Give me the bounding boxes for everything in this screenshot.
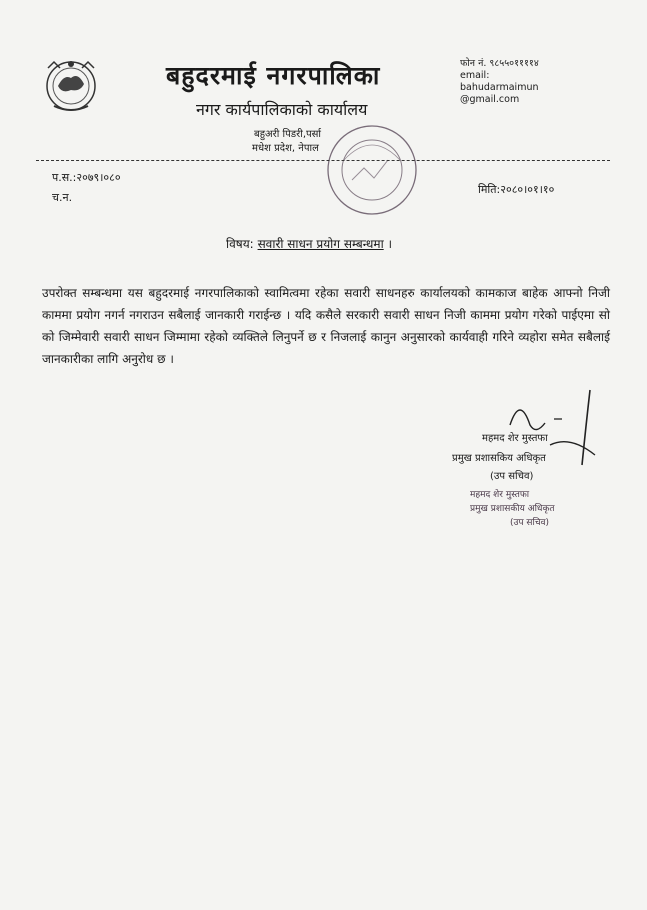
email-label: email:	[460, 70, 490, 81]
email-line-1: bahudarmaimun	[460, 82, 539, 93]
office-subtitle: नगर कार्यपालिकाको कार्यालय	[196, 100, 368, 119]
subject-line	[226, 235, 392, 252]
contact-block	[460, 58, 539, 106]
letter-date: मिति:२०८०।०१।१०	[478, 183, 555, 196]
email-line-2: @gmail.com	[460, 94, 520, 105]
signatory-rank: (उप सचिव)	[490, 471, 534, 482]
address-line-1: बहुअरी पिडरी,पर्सा	[254, 129, 322, 140]
reference-number: प.स.:२०७९।०८०	[52, 171, 121, 184]
address-line-2: मधेश प्रदेश, नेपाल	[252, 143, 319, 154]
stamp-line-3: (उप सचिव)	[510, 518, 550, 528]
name-stamp	[470, 488, 610, 530]
signatory-block	[452, 430, 616, 482]
phone-number: फोन नं. ९८५५०११११४	[460, 58, 539, 69]
subject-end: ।	[387, 237, 393, 251]
office-round-stamp	[322, 120, 422, 220]
dispatch-number: च.न.	[52, 191, 73, 204]
stamp-line-1: महमद शेर मुस्तफा	[470, 490, 530, 500]
stamp-line-2: प्रमुख प्रशासकीय अधिकृत	[470, 504, 555, 514]
nepal-emblem-logo	[40, 56, 102, 114]
signatory-name: महमद शेर मुस्तफा	[482, 433, 548, 444]
signatory-designation: प्रमुख प्रशासकिय अधिकृत	[452, 453, 546, 464]
letter-body: उपरोक्त सम्बन्धमा यस बहुदरमाई नगरपालिकाको स्वामित्वमा रहेका सवारी साधनहरु कार्यालयको कामकाज बाहेक आफ्नो निजी काममा प्रयोग नगर्न नगराउन सबैलाई जानकारी गराईन्छ । यदि कसैले सरकारी सवारी साधन निजी काममा प्रयोग गरेको पाईएमा सो को जिम्मेवारी सवारी साधन जिम्मामा रहेको व्यक्तिले लिनुपर्ने छ र निजलाई कानुन अनुसारको कार्यवाही गरिने व्यहोरा समेत सबैलाई जानकारीका लागि अनुरोध छ ।	[42, 286, 610, 366]
subject-text: सवारी साधन प्रयोग सम्बन्धमा	[257, 237, 384, 251]
subject-label: विषय:	[226, 237, 254, 251]
municipality-title: बहुदरमाई नगरपालिका	[166, 61, 381, 90]
header-divider	[36, 160, 610, 161]
